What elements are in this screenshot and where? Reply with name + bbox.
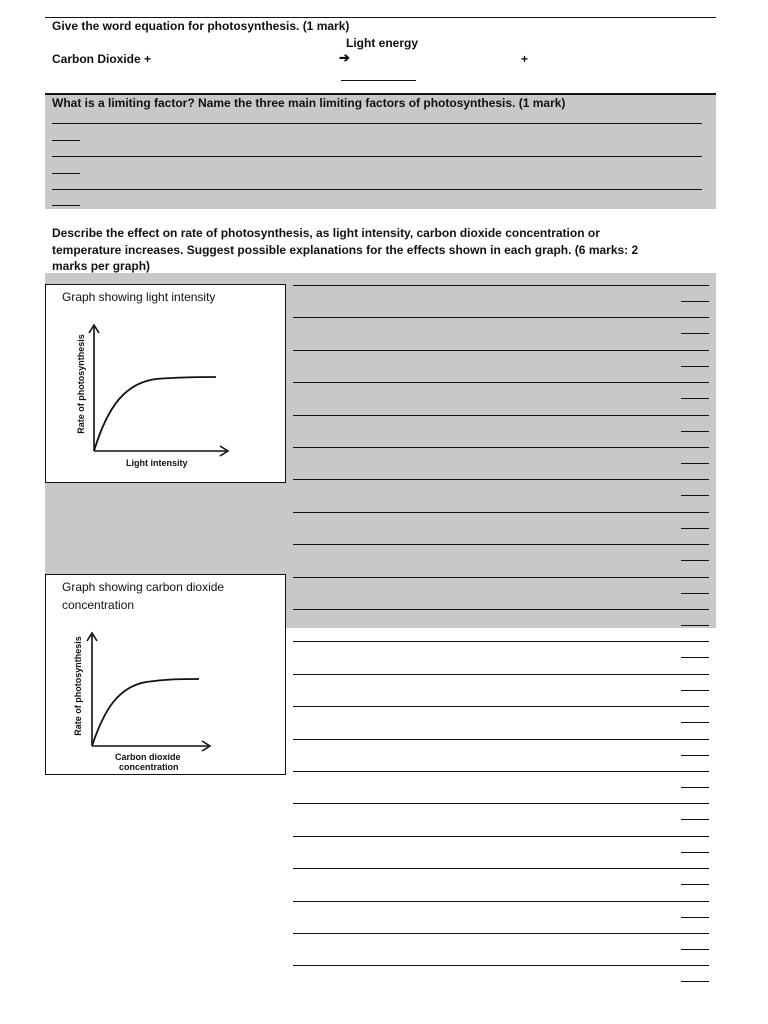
answer-line[interactable] [293, 868, 709, 900]
answer-line-tail [681, 722, 709, 723]
answer-line-tail [681, 917, 709, 918]
answer-line-tail [681, 560, 709, 561]
answer-line-rule [293, 641, 709, 642]
answer-line-tail [681, 495, 709, 496]
answer-line[interactable] [293, 415, 709, 447]
answer-line-tail [681, 981, 709, 982]
condition-label: Light energy [346, 36, 419, 50]
answer-line[interactable] [293, 609, 709, 641]
answer-line-tail [681, 333, 709, 334]
answer-line-rule [293, 868, 709, 869]
answer-line-tail [681, 787, 709, 788]
answer-line[interactable] [293, 447, 709, 479]
answer-line[interactable] [293, 382, 709, 414]
answer-line-tail[interactable] [52, 173, 80, 174]
graph-title-line1: Graph showing carbon dioxide [62, 580, 225, 594]
q1-text: Give the word equation for photosynthesis. (1 mark) [52, 19, 350, 33]
answer-line-tail [681, 593, 709, 594]
answer-line-tail[interactable] [52, 140, 80, 141]
y-axis-label: Rate of photosynthesis [73, 636, 83, 736]
answer-line-rule [293, 350, 709, 351]
x-axis-label-line2: concentration [119, 762, 179, 772]
y-axis-label: Rate of photosynthesis [76, 334, 86, 434]
answer-line-tail [681, 657, 709, 658]
product-blank[interactable] [341, 80, 416, 81]
reactant-label: Carbon Dioxide + [52, 52, 152, 66]
answer-line-tail [681, 852, 709, 853]
answer-line-rule [293, 674, 709, 675]
answer-line-rule [293, 285, 709, 286]
answer-line[interactable] [293, 577, 709, 609]
answer-line-rule [293, 415, 709, 416]
answer-line[interactable] [293, 901, 709, 933]
answer-line-rule [293, 382, 709, 383]
answer-line-tail[interactable] [52, 205, 80, 206]
answer-line-rule [293, 803, 709, 804]
rate-curve [94, 377, 216, 451]
answer-line[interactable] [293, 836, 709, 868]
answer-line-tail [681, 398, 709, 399]
q3-text-line1: Describe the effect on rate of photosynthesis, as light intensity, carbon dioxide concentration or [52, 226, 600, 240]
answer-line-tail [681, 884, 709, 885]
graph-title: Graph showing light intensity [62, 290, 216, 304]
plus-sign: + [521, 52, 529, 66]
answer-line-rule [293, 706, 709, 707]
answer-line[interactable] [52, 189, 702, 190]
answer-line[interactable] [293, 350, 709, 382]
answer-line-rule [293, 739, 709, 740]
arrow-icon: ➔ [339, 50, 350, 65]
answer-line-tail [681, 431, 709, 432]
graph-light-intensity [45, 284, 286, 483]
answer-line[interactable] [293, 803, 709, 835]
answer-line-rule [293, 771, 709, 772]
answer-line[interactable] [293, 512, 709, 544]
answer-line-tail [681, 755, 709, 756]
answer-line[interactable] [293, 771, 709, 803]
q3-text-line2: temperature increases. Suggest possible explanations for the effects shown in each graph. (6 marks: 2 [52, 243, 639, 257]
answer-line[interactable] [293, 933, 709, 965]
x-axis-label-line1: Carbon dioxide [115, 752, 181, 762]
answer-line-rule [293, 447, 709, 448]
answer-line[interactable] [293, 285, 709, 317]
answer-line-tail [681, 301, 709, 302]
q3-text-line3: marks per graph) [52, 259, 151, 273]
answer-line-rule [293, 544, 709, 545]
x-axis-label: Light intensity [126, 458, 188, 468]
answer-line[interactable] [52, 156, 702, 157]
answer-line-tail [681, 690, 709, 691]
answer-line[interactable] [293, 965, 709, 997]
answer-line[interactable] [293, 739, 709, 771]
answer-line[interactable] [52, 123, 702, 124]
answer-line-tail [681, 625, 709, 626]
answer-line-tail [681, 366, 709, 367]
answer-line-rule [293, 901, 709, 902]
graph-title-line2: concentration [62, 598, 135, 612]
answer-line-tail [681, 819, 709, 820]
answer-line-rule [293, 965, 709, 966]
answer-line-tail [681, 949, 709, 950]
answer-line[interactable] [293, 674, 709, 706]
rate-curve [92, 679, 199, 746]
answer-line-tail [681, 463, 709, 464]
answer-line-rule [293, 317, 709, 318]
answer-line[interactable] [293, 479, 709, 511]
answer-line-rule [293, 512, 709, 513]
answer-line-rule [293, 479, 709, 480]
answer-line-rule [293, 933, 709, 934]
graph-carbon-dioxide [45, 574, 286, 775]
answer-line-rule [293, 609, 709, 610]
answer-line-rule [293, 577, 709, 578]
answer-line[interactable] [293, 641, 709, 673]
answer-line-tail [681, 528, 709, 529]
answer-line[interactable] [293, 317, 709, 349]
answer-line[interactable] [293, 706, 709, 738]
q2-text: What is a limiting factor? Name the three main limiting factors of photosynthesis. (1 mark) [52, 96, 566, 110]
answer-line[interactable] [293, 544, 709, 576]
answer-line-rule [293, 836, 709, 837]
